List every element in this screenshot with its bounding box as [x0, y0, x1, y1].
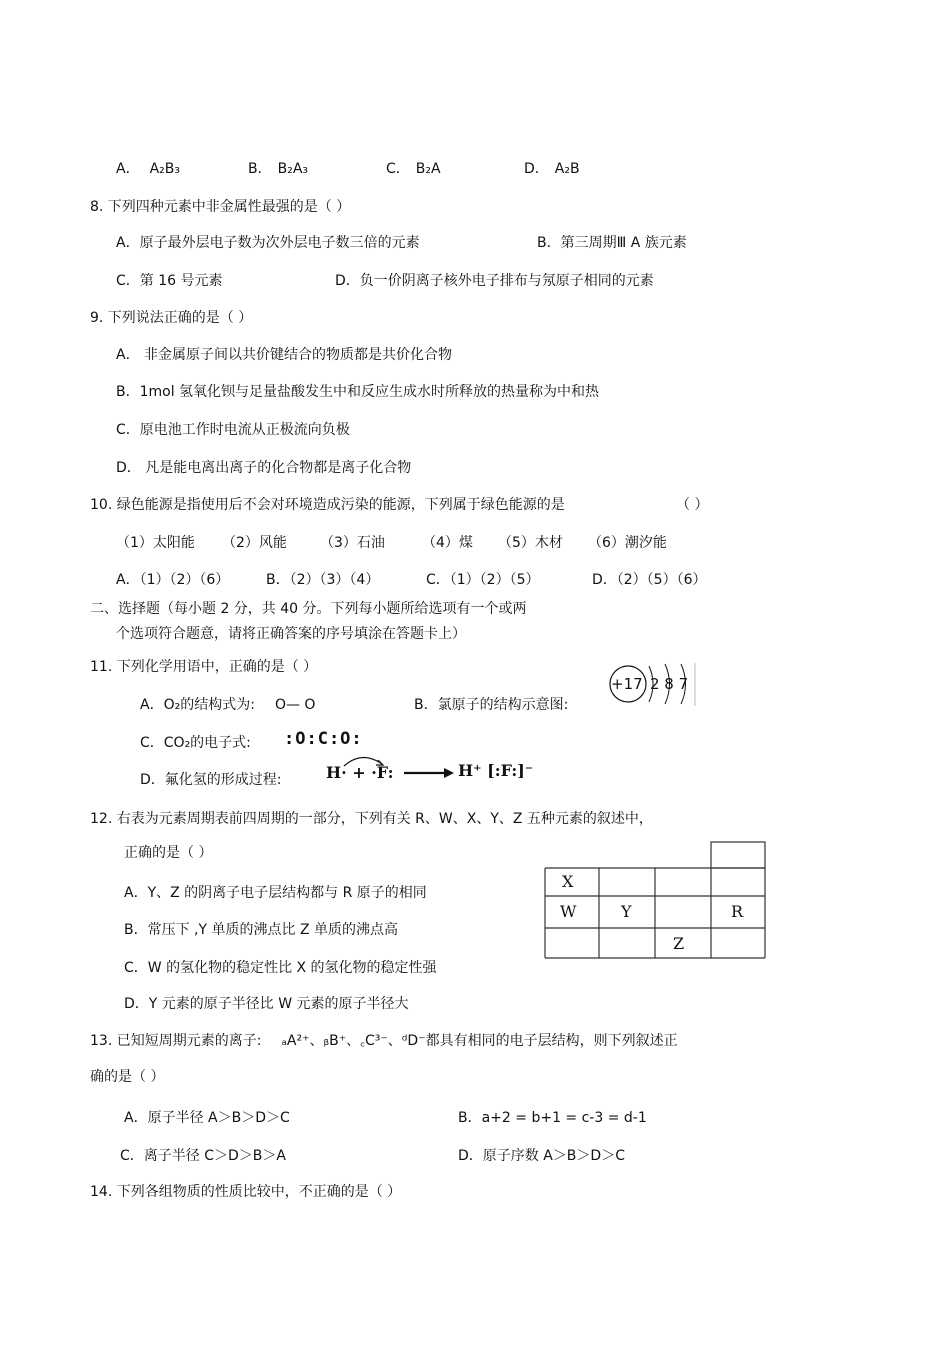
q12-option-d: D．Y 元素的原子半径比 W 元素的原子半径大: [124, 996, 409, 1012]
q13-option-c: C．离子半径 C＞D＞B＞A: [120, 1148, 286, 1164]
atom-nucleus-label: +17: [611, 675, 643, 693]
q12-stem: 12. 右表为元素周期表前四周期的一部分，下列有关 R、W、X、Y、Z 五种元素的叙述中，: [90, 811, 653, 827]
q12-option-b: B．常压下 ,Y 单质的沸点比 Z 单质的沸点高: [124, 922, 398, 938]
q7-option-b: B． B₂A₃: [248, 161, 309, 177]
section-2-heading: 二、选择题（每小题 2 分，共 40 分。下列每小题所给选项有一个或两: [90, 601, 527, 617]
element-cell-x: X: [562, 872, 574, 891]
q11-option-c: C．CO₂的电子式:: [140, 735, 251, 751]
q13-stem: 13. 已知短周期元素的离子: ₐA²⁺、ᵦB⁺、꜀C³⁻、ᵈD⁻都具有相同的电子层结构，则下列叙述正: [90, 1033, 678, 1049]
q9-option-b: B．1mol 氢氧化钡与足量盐酸发生中和反应生成水时所释放的热量称为中和热: [116, 384, 600, 400]
element-cell-z: Z: [673, 934, 685, 953]
q14-stem: 14. 下列各组物质的性质比较中，不正确的是（ ）: [90, 1184, 402, 1200]
ion-a: ₐA²⁺、: [281, 1033, 324, 1049]
q13-option-d: D．原子序数 A＞B＞D＞C: [458, 1148, 625, 1164]
q9-option-d: D． 凡是能电离出离子的化合物都是离子化合物: [116, 460, 412, 476]
q11-stem: 11. 下列化学用语中，正确的是（ ）: [90, 659, 318, 675]
q10-item-2: （2）风能: [222, 535, 287, 551]
q8-option-b: B．第三周期Ⅲ A 族元素: [537, 235, 687, 251]
q10-item-4: （4）煤: [422, 535, 473, 551]
chlorine-atom-diagram: [607, 660, 699, 708]
q7-option-c: C． B₂A: [386, 161, 441, 177]
ion-c: ꜀C³⁻、: [360, 1033, 402, 1049]
element-cell-y: Y: [621, 902, 632, 921]
element-cell-w: W: [560, 902, 577, 921]
ion-b: ᵦB⁺、: [323, 1033, 361, 1049]
q8-option-a: A．原子最外层电子数为次外层电子数三倍的元素: [116, 235, 420, 251]
q8-stem: 8. 下列四种元素中非金属性最强的是（ ）: [90, 199, 351, 215]
q10-stem: 10. 绿色能源是指使用后不会对环境造成污染的能源，下列属于绿色能源的是: [90, 497, 565, 513]
periodic-table-fragment: [544, 840, 768, 962]
q13-option-a: A．原子半径 A＞B＞D＞C: [124, 1110, 290, 1126]
q9-stem: 9. 下列说法正确的是（ ）: [90, 310, 253, 326]
reaction-arrow-icon: [402, 766, 456, 780]
q9-option-a: A． 非金属原子间以共价键结合的物质都是共价化合物: [116, 347, 453, 363]
q8-option-c: C．第 16 号元素: [116, 273, 223, 289]
section-2-instructions: 个选项符合题意，请将正确答案的序号填涂在答题卡上）: [116, 626, 466, 642]
q7-option-d: D． A₂B: [524, 161, 580, 177]
q10-answer-paren: （ ）: [676, 497, 709, 513]
o2-structural-formula: O— O: [274, 697, 316, 713]
q11-option-a: A．O₂的结构式为: O— O: [140, 697, 316, 713]
q10-option-c: C．（1）（2）（5）: [426, 572, 540, 588]
q10-item-1: （1）太阳能: [116, 535, 195, 551]
ion-d: ᵈD⁻: [401, 1033, 426, 1049]
q9-option-c: C．原电池工作时电流从正极流向负极: [116, 422, 350, 438]
co2-electron-formula: :O:C:O:: [284, 729, 363, 749]
q12-stem-cont: 正确的是（ ）: [124, 845, 213, 861]
q13-stem-cont: 确的是（ ）: [90, 1069, 165, 1085]
q10-item-3: （3）石油: [320, 535, 385, 551]
q10-item-5: （5）木材: [498, 535, 563, 551]
q8-option-d: D．负一价阴离子核外电子排布与氖原子相同的元素: [335, 273, 654, 289]
q12-option-c: C．W 的氢化物的稳定性比 X 的氢化物的稳定性强: [124, 960, 437, 976]
element-cell-r: R: [731, 902, 744, 921]
q11-option-b: B．氯原子的结构示意图:: [414, 697, 569, 713]
q7-option-a: A． A₂B₃: [116, 161, 180, 177]
q10-item-6: （6）潮汐能: [588, 535, 667, 551]
hf-formation-right: H⁺ [:F:]⁻: [458, 761, 534, 780]
q10-option-a: A．（1）（2）（6）: [116, 572, 230, 588]
q12-option-a: A．Y、Z 的阴离子电子层结构都与 R 原子的相同: [124, 885, 427, 901]
hf-formation-left: H· + ·F:: [326, 763, 394, 782]
q10-option-d: D．（2）（5）（6）: [592, 572, 707, 588]
atom-shell-electrons: 2 8 7: [650, 675, 689, 693]
q11-option-d: D．氟化氢的形成过程:: [140, 772, 282, 788]
q10-option-b: B．（2）（3）（4）: [266, 572, 380, 588]
q13-option-b: B．a+2 = b+1 = c-3 = d-1: [458, 1110, 647, 1126]
electron-transfer-arrow-icon: [340, 752, 390, 768]
